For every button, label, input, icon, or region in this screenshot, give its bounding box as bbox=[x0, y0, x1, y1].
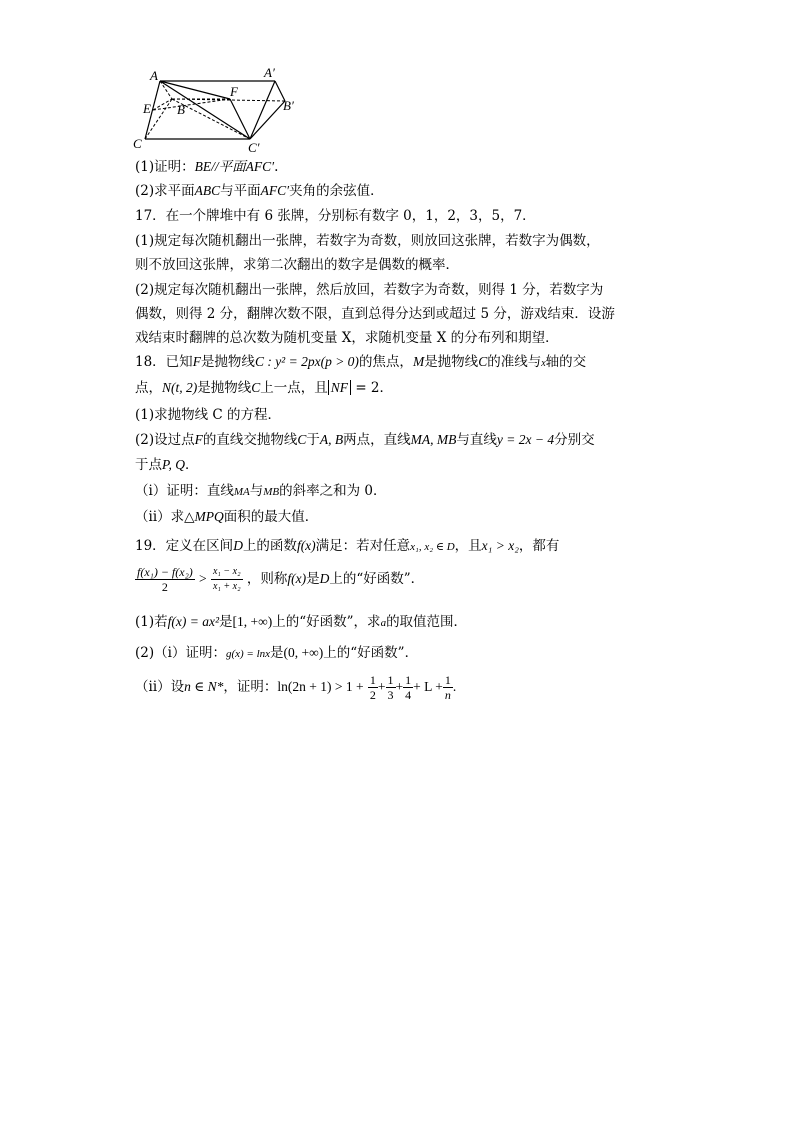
q18-part2-i: （ⅰ）证明：直线MA与MB的斜率之和为 0． bbox=[135, 483, 387, 499]
q19-stem-line2: $\frac{\text{f(x₁) − f(x₂)}}{2}$ > $\frac{\text{x₁ − x₂}}{\text{x₁ + x₂}}$ ，则称f(x)是D上的“好函数”． bbox=[137, 565, 425, 594]
fraction-1-n: $\frac{1}{n}$ bbox=[444, 673, 451, 702]
fraction-1-2: $\frac{1}{2}$ bbox=[369, 673, 376, 702]
q17-stem: 17．在一个牌堆中有 6 张牌，分别标有数字 0，1，2，3，5，7． bbox=[135, 208, 536, 224]
q16-part2: (2)求平面ABC与平面AFC′夹角的余弦值． bbox=[135, 183, 384, 199]
q19-stem-line1: 19．定义在区间D上的函数f(x)满足：若对任意x₁, x₂ ∈ D，且x₁ > x₂，都有 bbox=[135, 538, 560, 554]
label-B: B bbox=[177, 102, 185, 117]
q16-part1: (1)证明：BE//平面AFC′. bbox=[135, 159, 279, 175]
q19-part2-i: (2)（ⅰ）证明：g(x) = lnx是(0, +∞)上的“好函数”． bbox=[135, 645, 419, 661]
label-E: E bbox=[143, 101, 151, 116]
q19-part1: (1)若f(x) = ax²是[1, +∞)上的“好函数”，求a的取值范围． bbox=[135, 614, 468, 630]
label-A-prime: A′ bbox=[264, 66, 275, 80]
fraction-rhs: $\frac{\text{x₁ − x₂}}{\text{x₁ + x₂}}$ bbox=[212, 566, 241, 592]
prism-figure bbox=[130, 66, 300, 156]
label-C-prime: C′ bbox=[248, 140, 260, 155]
label-C: C bbox=[133, 136, 142, 151]
q17-part1-line2: 则不放回这张牌，求第二次翻出的数字是偶数的概率． bbox=[135, 257, 459, 273]
fraction-1-4: $\frac{1}{4}$ bbox=[405, 673, 412, 702]
q18-stem-line2: 点，N(t, 2)是抛物线C上一点，且 NF = 2． bbox=[135, 380, 394, 396]
label-F: F bbox=[230, 84, 238, 99]
q18-part1: (1)求抛物线 C 的方程． bbox=[135, 407, 282, 423]
label-A: A bbox=[150, 68, 158, 83]
q17-part2-line3: 戏结束时翻牌的总次数为随机变量 X，求随机变量 X 的分布列和期望． bbox=[135, 330, 559, 346]
q18-stem-line1: 18．已知F是抛物线C : y² = 2px(p > 0)的焦点，M是抛物线C的准线与x轴的交 bbox=[135, 354, 587, 370]
q18-part2-ii: （ⅱ）求△MPQ面积的最大值． bbox=[135, 509, 319, 525]
q17-part2-line1: (2)规定每次随机翻出一张牌，然后放回，若数字为奇数，则得 1 分，若数字为 bbox=[135, 282, 604, 298]
fraction-lhs: $\frac{\text{f(x₁) − f(x₂)}}{2}$ bbox=[137, 565, 193, 594]
q18-part2-line1: (2)设过点F的直线交抛物线C于A, B两点，直线MA, MB与直线y = 2x − 4分别交 bbox=[135, 432, 595, 448]
q17-part2-line2: 偶数，则得 2 分，翻牌次数不限，直到总得分达到或超过 5 分，游戏结束．设游 bbox=[135, 306, 615, 322]
q18-part2-line2: 于点P, Q． bbox=[135, 457, 199, 473]
fraction-1-3: $\frac{1}{3}$ bbox=[387, 673, 394, 702]
label-B-prime: B′ bbox=[283, 98, 294, 113]
q17-part1-line1: (1)规定每次随机翻出一张牌，若数字为奇数，则放回这张牌，若数字为偶数， bbox=[135, 233, 600, 249]
q19-part2-ii: （ⅱ）设n ∈ N*，证明：ln(2n + 1) > 1 + $\frac{1}{2}$ + $\frac{1}{3}$ + $\frac{1}{4}$ + L + $\frac{1}{n}$ . bbox=[135, 673, 457, 702]
